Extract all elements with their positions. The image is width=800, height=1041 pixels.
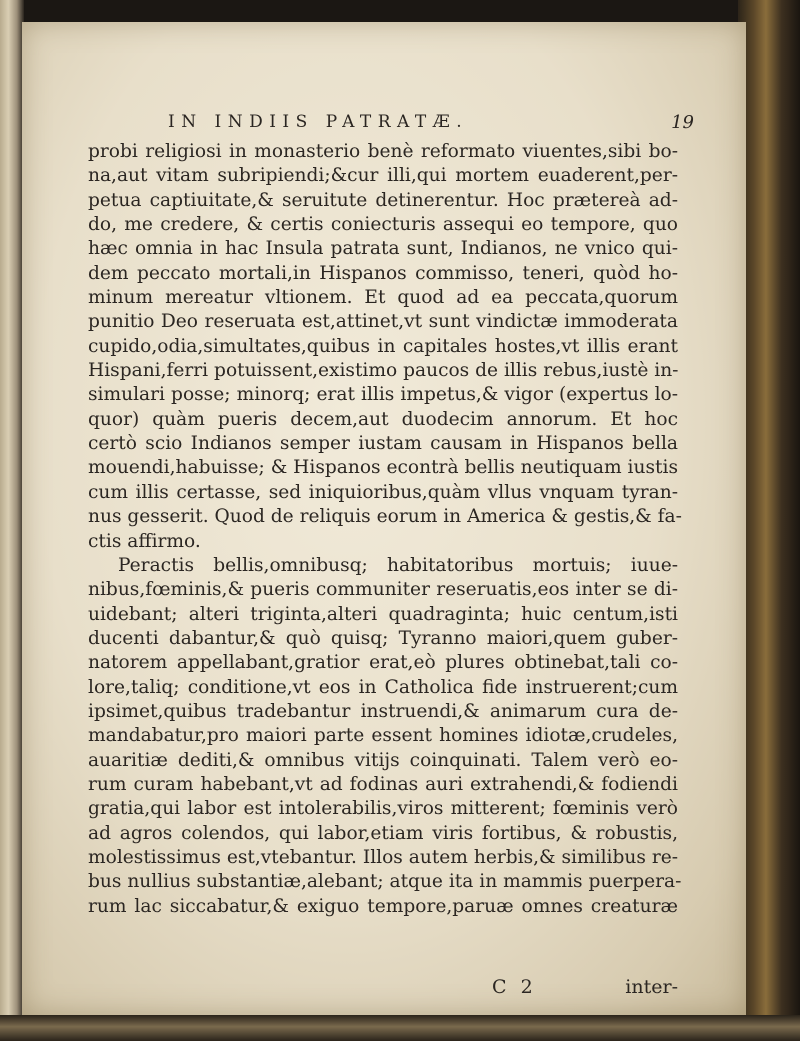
text-line: certò scio Indianos semper iustam causam in Hispanos bella: [88, 433, 678, 455]
text-line: ducenti dabantur,& quò quisq; Tyranno maiori,quem guber-: [88, 627, 678, 649]
book-edge: [738, 0, 800, 1041]
text-line: punitio Deo reseruata est,attinet,vt sunt vindictæ immoderata: [88, 311, 678, 333]
text-line: Hispani,ferri potuissent,existimo paucos de illis rebus,iustè in-: [88, 360, 679, 382]
text-line: lore,taliq; conditione,vt eos in Catholica fide instruerent;cum: [88, 676, 678, 698]
text-line: gratia,qui labor est intolerabilis,viros mitterent; fœminis verò: [88, 798, 678, 820]
text-line: ctis affirmo.: [88, 530, 201, 552]
page-footer: [88, 976, 678, 1002]
signature-mark: C 2: [492, 976, 537, 998]
text-line: petua captiuitate,& seruitute detinerentur. Hoc prætereà ad-: [88, 189, 678, 211]
bottom-edge: [0, 1015, 800, 1041]
text-line: cum illis certasse, sed iniquioribus,quàm vllus vnquam tyran-: [88, 481, 678, 503]
text-line: minum mereatur vltionem. Et quod ad ea peccata,quorum: [88, 287, 678, 309]
page-header: [168, 112, 708, 140]
running-head: IN INDIIS PATRATÆ.: [168, 112, 469, 132]
text-line: rum curam habebant,vt ad fodinas auri extrahendi,& fodiendi: [88, 773, 678, 795]
text-line: molestissimus est,vtebantur. Illos autem herbis,& similibus re-: [88, 846, 678, 868]
text-line: mandabatur,pro maiori parte essent homines idiotæ,crudeles,: [88, 725, 678, 747]
text-line: do, me credere, & certis coniecturis assequi eo tempore, quo: [88, 214, 678, 236]
text-line: nibus,fœminis,& pueris communiter reseruatis,eos inter se di-: [88, 579, 678, 601]
text-line: nus gesserit. Quod de reliquis eorum in America & gestis,& fa-: [88, 506, 682, 528]
page-number: 19: [671, 112, 694, 133]
text-line: na,aut vitam subripiendi;&cur illi,qui mortem euaderent,per-: [88, 165, 678, 187]
text-line: Peractis bellis,omnibusq; habitatoribus mortuis; iuue-: [118, 554, 678, 576]
text-line: cupido,odia,simultates,quibus in capitales hostes,vt illis erant: [88, 335, 678, 357]
facing-page-edge: [0, 0, 24, 1041]
text-line: simulari posse; minorq; erat illis impetus,& vigor (expertus lo-: [88, 384, 678, 406]
text-line: quor) quàm pueris decem,aut duodecim annorum. Et hoc: [88, 408, 678, 430]
text-line: auaritiæ dediti,& omnibus vitijs coinquinati. Talem verò eo-: [88, 749, 678, 771]
body-text: [88, 140, 682, 919]
text-line: mouendi,habuisse; & Hispanos econtrà bellis neutiquam iustis: [88, 457, 678, 479]
text-line: ipsimet,quibus tradebantur instruendi,& animarum cura de-: [88, 700, 678, 722]
text-line: natorem appellabant,gratior erat,eò plures obtinebat,tali co-: [88, 652, 678, 674]
text-line: hæc omnia in hac Insula patrata sunt, Indianos, ne vnico qui-: [88, 238, 678, 260]
text-line: dem peccato mortali,in Hispanos commisso, teneri, quòd ho-: [88, 262, 678, 284]
text-line: probi religiosi in monasterio benè reformato viuentes,sibi bo-: [88, 141, 678, 162]
text-line: bus nullius substantiæ,alebant; atque ita in mammis puerpera-: [88, 871, 682, 893]
text-line: uidebant; alteri triginta,alteri quadraginta; huic centum,isti: [88, 603, 678, 625]
text-line: rum lac siccabatur,& exiguo tempore,paruæ omnes creaturæ: [88, 895, 678, 917]
text-line: ad agros colendos, qui labor,etiam viris fortibus, & robustis,: [88, 822, 678, 844]
catchword: inter-: [625, 976, 678, 998]
